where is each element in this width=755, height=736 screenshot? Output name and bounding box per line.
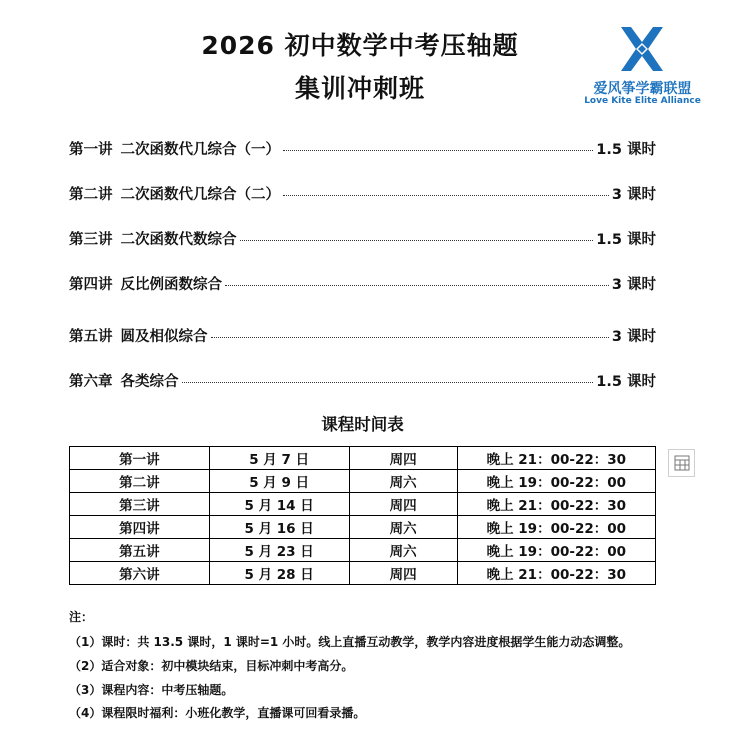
- toc-topic: 二次函数代数综合: [120, 232, 237, 248]
- lecture-cell: 第三讲: [70, 493, 210, 516]
- toc-line: [69, 138, 656, 159]
- weekday-cell: 周四: [349, 493, 457, 516]
- date-cell: 5 月 28 日: [209, 562, 349, 585]
- toc-line: [69, 370, 656, 391]
- time-cell: 晚上 21：00-22：30: [457, 447, 655, 470]
- table-row: [70, 516, 656, 539]
- toc-hours: 3 课时: [611, 277, 656, 293]
- table-row: [70, 470, 656, 493]
- logo-name-cn: 爱风筝学霸联盟: [593, 81, 692, 97]
- weekday-cell: 周四: [349, 562, 457, 585]
- toc-topic: 各类综合: [120, 374, 179, 390]
- time-cell: 晚上 19：00-22：00: [457, 470, 655, 493]
- weekday-cell: 周六: [349, 470, 457, 493]
- toc-topic: 圆及相似综合: [120, 329, 208, 345]
- toc-leader-dots: [240, 240, 594, 241]
- toc-lecture: 第三讲: [69, 232, 113, 248]
- brand-logo: [575, 22, 710, 107]
- note-item: （3）课程内容：中考压轴题。: [69, 683, 234, 697]
- time-cell: 晚上 21：00-22：30: [457, 562, 655, 585]
- note-item: （2）适合对象：初中模块结束，目标冲刺中考高分。: [69, 659, 354, 673]
- toc-leader-dots: [182, 382, 594, 383]
- time-cell: 晚上 19：00-22：00: [457, 539, 655, 562]
- schedule-title: 课程时间表: [321, 415, 404, 434]
- table-row: [70, 493, 656, 516]
- page-title: 2026 初中数学中考压轴题: [201, 31, 519, 60]
- date-cell: 5 月 14 日: [209, 493, 349, 516]
- date-cell: 5 月 16 日: [209, 516, 349, 539]
- table-row: [70, 539, 656, 562]
- lecture-cell: 第一讲: [70, 447, 210, 470]
- date-cell: 5 月 23 日: [209, 539, 349, 562]
- toc-leader-dots: [211, 337, 609, 338]
- toc-lecture: 第四讲: [69, 277, 113, 293]
- lecture-cell: 第五讲: [70, 539, 210, 562]
- toc-lecture: 第五讲: [69, 329, 113, 345]
- notes-heading: 注：: [69, 610, 94, 624]
- table-row: [70, 562, 656, 585]
- date-cell: 5 月 7 日: [209, 447, 349, 470]
- note-item: （1）课时：共 13.5 课时，1 课时=1 小时。线上直播互动教学，教学内容进度根据学生能力动态调整。: [69, 635, 631, 649]
- toc-hours: 3 课时: [611, 187, 656, 203]
- toc-lecture: 第六章: [69, 374, 113, 390]
- toc-topic: 二次函数代几综合（二）: [120, 187, 280, 203]
- toc-lecture: 第二讲: [69, 187, 113, 203]
- weekday-cell: 周六: [349, 539, 457, 562]
- table-tool-button[interactable]: [668, 449, 695, 477]
- toc-line: [69, 325, 656, 346]
- logo-name-en: Love Kite Elite Alliance: [584, 96, 701, 106]
- toc-leader-dots: [225, 285, 609, 286]
- toc-line: [69, 183, 656, 204]
- toc-leader-dots: [283, 150, 593, 151]
- toc-leader-dots: [283, 195, 609, 196]
- lecture-cell: 第四讲: [70, 516, 210, 539]
- note-item: （4）课程限时福利：小班化教学，直播课可回看录播。: [69, 706, 366, 720]
- toc-topic: 反比例函数综合: [120, 277, 222, 293]
- toc-line: [69, 273, 656, 294]
- lecture-cell: 第六讲: [70, 562, 210, 585]
- time-cell: 晚上 21：00-22：30: [457, 493, 655, 516]
- toc-line: [69, 228, 656, 249]
- toc-hours: 1.5 课时: [596, 142, 656, 158]
- schedule-table: [69, 446, 656, 585]
- toc-hours: 1.5 课时: [596, 232, 656, 248]
- weekday-cell: 周四: [349, 447, 457, 470]
- table-row: [70, 447, 656, 470]
- toc-topic: 二次函数代几综合（一）: [120, 142, 280, 158]
- page-subtitle: 集训冲刺班: [294, 74, 425, 103]
- toc-hours: 3 课时: [611, 329, 656, 345]
- date-cell: 5 月 9 日: [209, 470, 349, 493]
- toc-lecture: 第一讲: [69, 142, 113, 158]
- time-cell: 晚上 19：00-22：00: [457, 516, 655, 539]
- lecture-cell: 第二讲: [70, 470, 210, 493]
- toc-hours: 1.5 课时: [596, 374, 656, 390]
- weekday-cell: 周六: [349, 516, 457, 539]
- table-icon: [674, 455, 690, 471]
- kite-x-logo-icon: [617, 24, 667, 74]
